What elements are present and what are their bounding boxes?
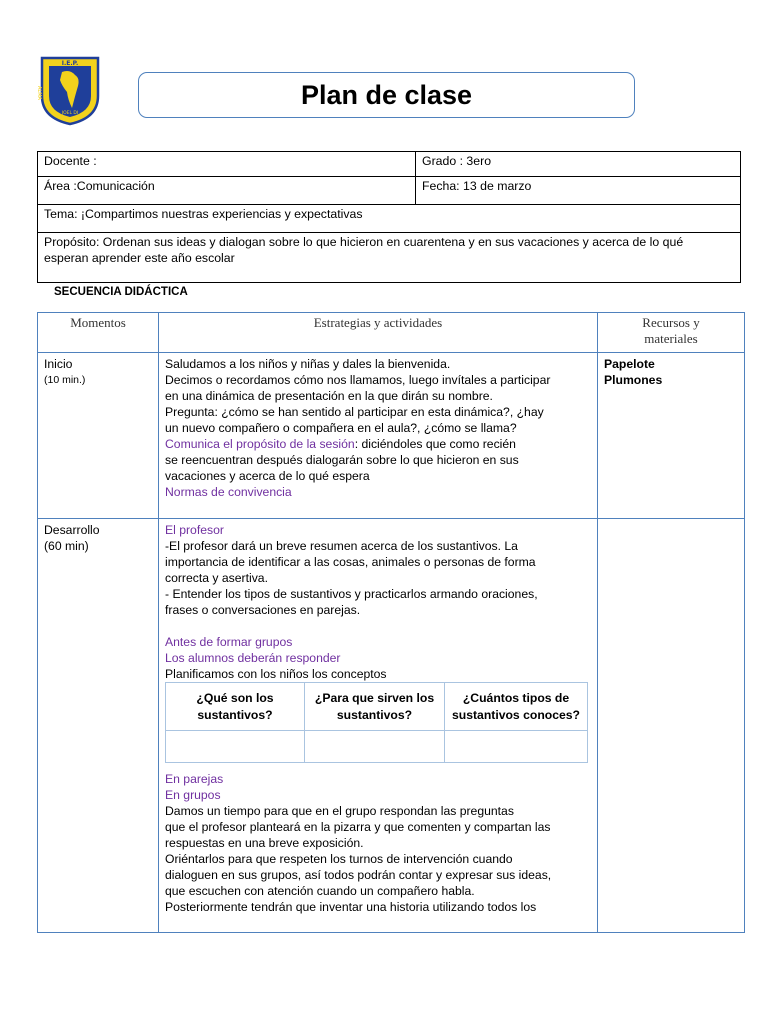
duracion-inicio: (10 min.) xyxy=(44,374,86,386)
header-estrategias: Estrategias y actividades xyxy=(159,313,598,353)
grupos-label: En grupos xyxy=(165,788,221,802)
recurso-item: Papelote xyxy=(604,357,655,371)
concepts-answer-row xyxy=(166,731,588,763)
concepts-table xyxy=(165,682,588,763)
parejas-label: En parejas xyxy=(165,772,224,786)
concepts-header-row xyxy=(166,683,588,731)
table-header-row xyxy=(38,313,745,353)
info-table xyxy=(37,151,741,283)
desarrollo-line: - Entender los tipos de sustantivos y practicarlos armando oraciones, xyxy=(165,587,538,601)
header-recursos-line-2: materiales xyxy=(644,331,698,346)
duracion-desarrollo: (60 min) xyxy=(44,539,89,553)
page-title: Plan de clase xyxy=(300,79,473,110)
docente-cell: Docente : xyxy=(38,152,416,177)
purpose-rest: : diciéndoles que como recién xyxy=(354,437,516,451)
didactic-sequence-table xyxy=(37,312,745,933)
inicio-purpose-line xyxy=(165,436,591,452)
estrategias-inicio-cell xyxy=(159,353,598,519)
desarrollo-line: frases o conversaciones en parejas. xyxy=(165,603,361,617)
desarrollo-line: Damos un tiempo para que en el grupo respondan las preguntas xyxy=(165,804,514,818)
inicio-line: un nuevo compañero o compañera en el aula?, ¿cómo se llama? xyxy=(165,421,517,435)
proposito-line-2: esperan aprender este año escolar xyxy=(44,251,235,265)
area-cell: Área :Comunicación xyxy=(38,177,416,205)
recursos-inicio-cell xyxy=(598,353,745,519)
logo-bottom-text: JOEL DI xyxy=(61,111,79,116)
grado-cell: Grado : 3ero xyxy=(416,152,741,177)
desarrollo-line: correcta y asertiva. xyxy=(165,571,268,585)
antes-label: Antes de formar grupos xyxy=(165,635,293,649)
planificamos-line: Planificamos con los niños los conceptos xyxy=(165,667,387,681)
desarrollo-line: que el profesor planteará en la pizarra y que comenten y compartan las xyxy=(165,820,551,834)
inicio-line: en una dinámica de presentación en la que dirán su nombre. xyxy=(165,389,493,403)
proposito-cell xyxy=(38,233,741,283)
normas-label: Normas de convivencia xyxy=(165,485,292,499)
momento-desarrollo: Desarrollo xyxy=(44,523,100,537)
concepts-q3: ¿Cuántos tipos de sustantivos conoces? xyxy=(445,683,588,731)
alumnos-label: Los alumnos deberán responder xyxy=(165,651,341,665)
desarrollo-line: Oriéntarlos para que respeten los turnos de intervención cuando xyxy=(165,852,513,866)
concepts-answer-cell[interactable] xyxy=(445,731,588,763)
estrategias-desarrollo-cell xyxy=(159,519,598,933)
fecha-cell: Fecha: 13 de marzo xyxy=(416,177,741,205)
logo-top-text: I.E.P. xyxy=(61,60,79,67)
inicio-line: se reencuentran después dialogarán sobre lo que hicieron en sus xyxy=(165,453,519,467)
concepts-q2: ¿Para que sirven los sustantivos? xyxy=(305,683,445,731)
table-row-desarrollo xyxy=(38,519,745,933)
logo-right-text: AMÉRICA xyxy=(90,82,95,103)
desarrollo-line: respuestas en una breve exposición. xyxy=(165,836,364,850)
purpose-label: Comunica el propósito de la sesión xyxy=(165,437,355,451)
desarrollo-line: -El profesor dará un breve resumen acerca de los sustantivos. La xyxy=(165,539,518,553)
logo-left-text: ALMA xyxy=(36,86,42,100)
inicio-line: vacaciones y acerca de lo qué espera xyxy=(165,469,370,483)
desarrollo-line: que escuchen con atención cuando un compañero habla. xyxy=(165,884,475,898)
table-row-inicio xyxy=(38,353,745,519)
inicio-line: Decimos o recordamos cómo nos llamamos, luego invítales a participar xyxy=(165,373,551,387)
proposito-line-1: Propósito: Ordenan sus ideas y dialogan sobre lo que hicieron en cuarentena y en sus vacaciones y acerca de lo qué xyxy=(44,235,684,249)
concepts-q1: ¿Qué son los sustantivos? xyxy=(166,683,305,731)
tema-cell: Tema: ¡Compartimos nuestras experiencias y expectativas xyxy=(38,205,741,233)
desarrollo-line: dialoguen en sus grupos, así todos podrán contar y expresar sus ideas, xyxy=(165,868,552,882)
concepts-answer-cell[interactable] xyxy=(305,731,445,763)
school-logo-icon xyxy=(36,56,100,126)
desarrollo-line: importancia de identificar a las cosas, animales o personas de forma xyxy=(165,555,536,569)
header-momentos: Momentos xyxy=(38,313,159,353)
momento-desarrollo-cell xyxy=(38,519,159,933)
header-recursos xyxy=(598,313,745,353)
title-box xyxy=(138,72,635,118)
header-recursos-line-1: Recursos y xyxy=(642,315,700,330)
momento-inicio-cell xyxy=(38,353,159,519)
momento-inicio: Inicio xyxy=(44,357,73,371)
concepts-answer-cell[interactable] xyxy=(166,731,305,763)
recurso-item: Plumones xyxy=(604,373,663,387)
recursos-desarrollo-cell xyxy=(598,519,745,933)
inicio-line: Saludamos a los niños y niñas y dales la bienvenida. xyxy=(165,357,451,371)
desarrollo-line: Posteriormente tendrán que inventar una historia utilizando todos los xyxy=(165,900,537,914)
profesor-label: El profesor xyxy=(165,523,224,537)
sequence-label: SECUENCIA DIDÁCTICA xyxy=(54,286,188,298)
inicio-line: Pregunta: ¿cómo se han sentido al participar en esta dinámica?, ¿hay xyxy=(165,405,544,419)
